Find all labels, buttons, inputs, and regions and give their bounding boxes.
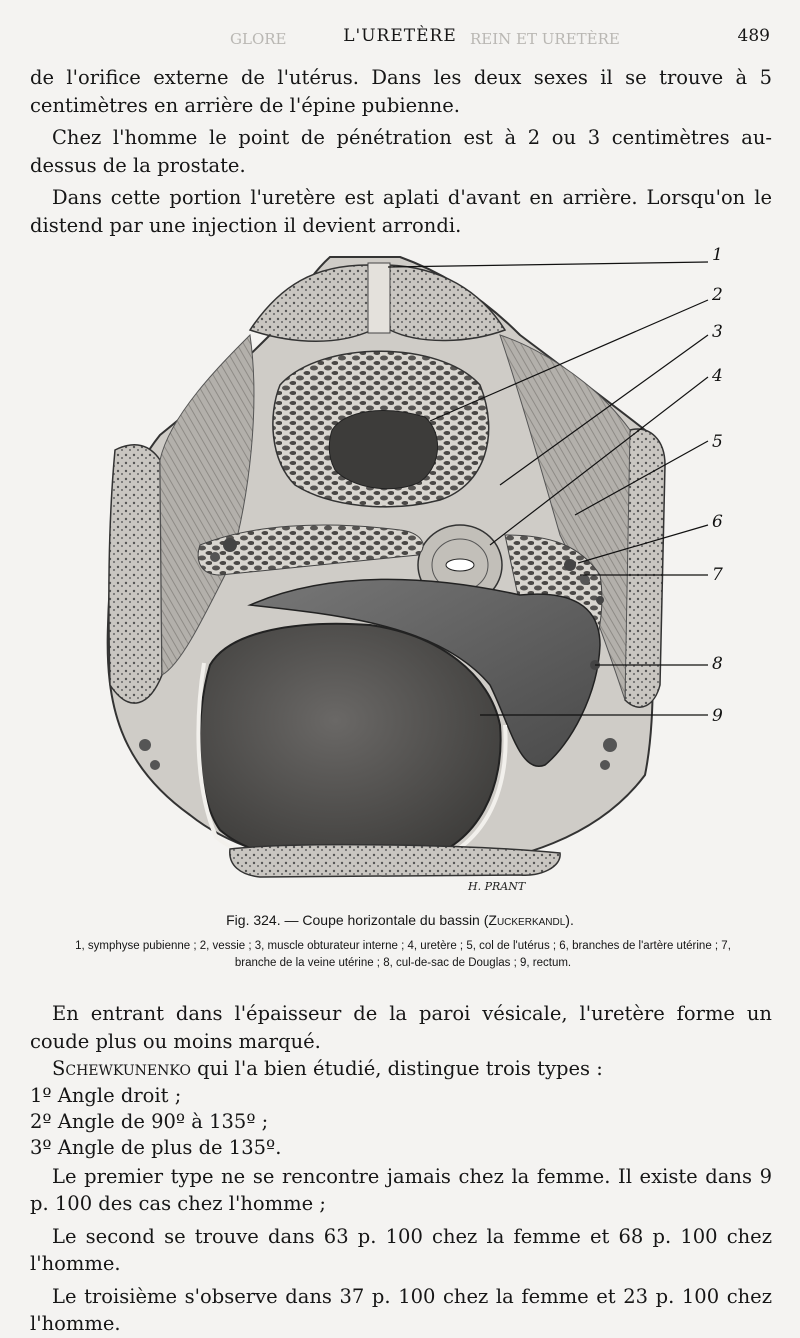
figure-caption: Fig. 324. — Coupe horizontale du bassin (Zuckerkandl). [226,912,574,928]
paragraph: de l'orifice externe de l'utérus. Dans les deux sexes il se trouve à 5 centimètres en arrière de l'épine pubienne. [30,66,772,117]
right-pubic-bone [388,265,505,341]
paragraph: En entrant dans l'épaisseur de la paroi vésicale, l'uretère forme un coude plus ou moins marqué. [30,1002,772,1053]
pelvis-section-figure [100,245,740,895]
callout-9: 9 [712,706,723,726]
list-item: 1º Angle droit ; [30,1083,182,1107]
show-through-text: REIN ET URETÈRE [470,30,620,48]
show-through-text: GLORE [230,30,287,48]
paragraph: Schewkunenko qui l'a bien étudié, distingue trois types : [52,1057,603,1080]
artist-signature: H. PRANT [468,880,526,893]
paragraph: Chez l'homme le point de pénétration est à 2 ou 3 centimètres au-dessus de la prostate. [30,126,772,177]
callout-1: 1 [712,245,723,265]
running-head [0,26,800,50]
callout-6: 6 [712,512,723,532]
bottom-text [30,1000,772,1338]
bladder-cavity [329,411,437,489]
sacrum [230,845,560,877]
rectum [200,624,501,866]
callout-2: 2 [712,285,723,305]
list-item: 2º Angle de 90º à 135º ; [30,1109,269,1133]
left-pubic-bone [250,265,372,341]
pubic-symphysis [368,263,390,333]
caption-author: Zuckerkandl [488,912,566,928]
paragraph: Le premier type ne se rencontre jamais chez la femme. Il existe dans 9 p. 100 des cas chez l'homme ; [30,1164,772,1215]
callout-4: 4 [712,366,723,386]
paragraph: Le troisième s'observe dans 37 p. 100 chez la femme et 23 p. 100 chez l'homme. [30,1284,772,1335]
page-number: 489 [737,26,770,46]
author-name: Schewkunenko [52,1057,191,1080]
top-text [30,64,772,239]
callout-5: 5 [712,432,723,452]
figure-legend: 1, symphyse pubienne ; 2, vessie ; 3, muscle obturateur interne ; 4, uretère ; 5, col de l'utérus ; 6, branches de l'artère utérine ; 7, branche de la veine utérine ; 8, cul-de-sac de Douglas ; 9, rectum. [75,940,731,969]
paragraph: Dans cette portion l'uretère est aplati d'avant en arrière. Lorsqu'on le distend par une injection il devient arrondi. [30,186,772,237]
callout-8: 8 [712,654,723,674]
paragraph: Le second se trouve dans 63 p. 100 chez la femme et 68 p. 100 chez l'homme. [30,1224,772,1275]
left-hip-bone [109,445,162,703]
list-item: 3º Angle de plus de 135º. [30,1135,282,1159]
callout-3: 3 [712,322,723,342]
running-title: L'URETÈRE [343,26,457,46]
callout-7: 7 [712,565,723,585]
